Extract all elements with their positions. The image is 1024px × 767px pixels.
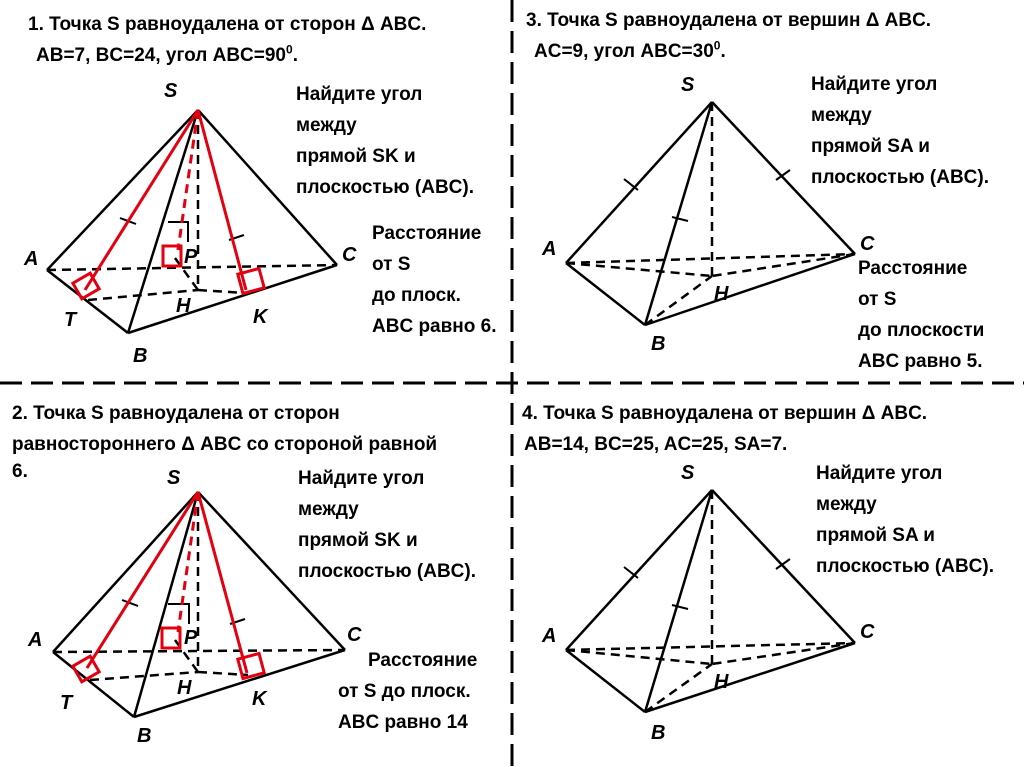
problem2-line3: 6. — [12, 461, 28, 482]
p2-label-T: T — [60, 692, 73, 714]
problem1-question: Найдите угол между прямой SK и плоскостью (ABC). — [296, 84, 474, 198]
problem4-question: Найдите угол между прямой SA и плоскостью (ABC). — [816, 463, 994, 577]
problem2-question: Найдите угол между прямой SK и плоскостью (ABC). — [298, 468, 476, 582]
p1-label-C: C — [342, 244, 357, 266]
right-angle-T — [73, 656, 99, 682]
p3-label-S: S — [681, 74, 695, 96]
edge-SA — [566, 102, 712, 263]
problem1-line2: AB=7, BC=24, угол $ABC=90^0$. — [36, 42, 298, 66]
right-angle-K — [238, 268, 264, 293]
pyramid-1 — [47, 110, 337, 333]
segment-AH-hidden — [566, 650, 712, 664]
p4-label-B: B — [651, 722, 666, 744]
p2-label-B: B — [137, 725, 152, 747]
segment-AH-hidden — [566, 263, 712, 276]
p1-label-B: B — [133, 345, 148, 367]
p1-label-T: T — [64, 309, 77, 331]
right-angle-H — [168, 604, 189, 624]
problem2-distance: Расстояние от S до плоск. ABC равно 14 — [338, 650, 478, 733]
segment-BH-hidden — [645, 664, 712, 712]
p1-label-S: S — [164, 80, 178, 102]
tick-3b — [672, 217, 688, 221]
p3-label-H: H — [714, 283, 729, 305]
tick-4b — [672, 605, 688, 609]
p3-label-C: C — [860, 233, 875, 255]
right-angle-H — [168, 222, 188, 242]
p4-label-S: S — [681, 462, 695, 484]
problem1-line1: 1. Точка S равноудалена от сторон Δ ABC. — [28, 14, 427, 35]
problem3-distance: Расстояние от S до плоскости ABC равно 5. — [858, 258, 985, 372]
problem2-line2: равностороннего Δ ABC со стороной равной — [12, 434, 438, 455]
p1-label-P: P — [184, 246, 198, 268]
problem4-line1: 4. Точка S равноудалена от вершин Δ ABC. — [522, 403, 928, 424]
edge-BC — [645, 643, 855, 712]
p2-label-A: A — [28, 629, 43, 651]
edge-AB — [47, 270, 128, 333]
edge-AB — [566, 650, 645, 712]
pyramid-4 — [566, 490, 855, 712]
p2-label-S: S — [167, 467, 181, 489]
edge-AC-hidden — [566, 254, 855, 263]
problem1-distance: Расстояние от S до плоск. ABC равно 6. — [372, 223, 497, 337]
p2-label-K: K — [252, 688, 267, 710]
problem4-statement — [522, 398, 927, 460]
problem3-line2: AC=9, угол $ABC=30^0$. — [534, 38, 726, 62]
segment-HK-hidden — [198, 290, 245, 293]
edge-AB — [566, 263, 645, 325]
edge-AC-hidden — [566, 643, 855, 650]
problem3-statement — [526, 5, 931, 67]
p3-label-B: B — [651, 333, 666, 355]
p2-label-H: H — [177, 677, 192, 699]
edge-SB — [645, 490, 712, 712]
edge-SA — [566, 490, 712, 650]
edge-BC — [128, 265, 337, 333]
p4-label-C: C — [860, 621, 875, 643]
p1-label-H: H — [176, 295, 191, 317]
segment-BH-hidden — [645, 276, 712, 325]
p1-label-K: K — [253, 306, 268, 328]
p1-label-A: A — [24, 248, 39, 270]
problem4-line2: AB=14, BC=25, AC=25, SA=7. — [524, 434, 788, 455]
edge-SB — [645, 102, 712, 325]
p2-label-C: C — [347, 624, 362, 646]
problem3-line1: 3. Точка S равноудалена от вершин Δ ABC. — [526, 10, 932, 31]
problem2-line1: 2. Точка S равноудалена от сторон — [12, 403, 340, 424]
problem3-question: Найдите угол между прямой SA и плоскостью (ABC). — [811, 74, 989, 188]
right-angle-K — [238, 653, 264, 678]
p4-label-A: A — [542, 625, 557, 647]
p2-label-P: P — [184, 627, 198, 649]
p4-label-H: H — [714, 671, 729, 693]
p3-label-A: A — [542, 238, 557, 260]
edge-BC — [645, 254, 855, 325]
problem1-statement — [28, 9, 426, 71]
